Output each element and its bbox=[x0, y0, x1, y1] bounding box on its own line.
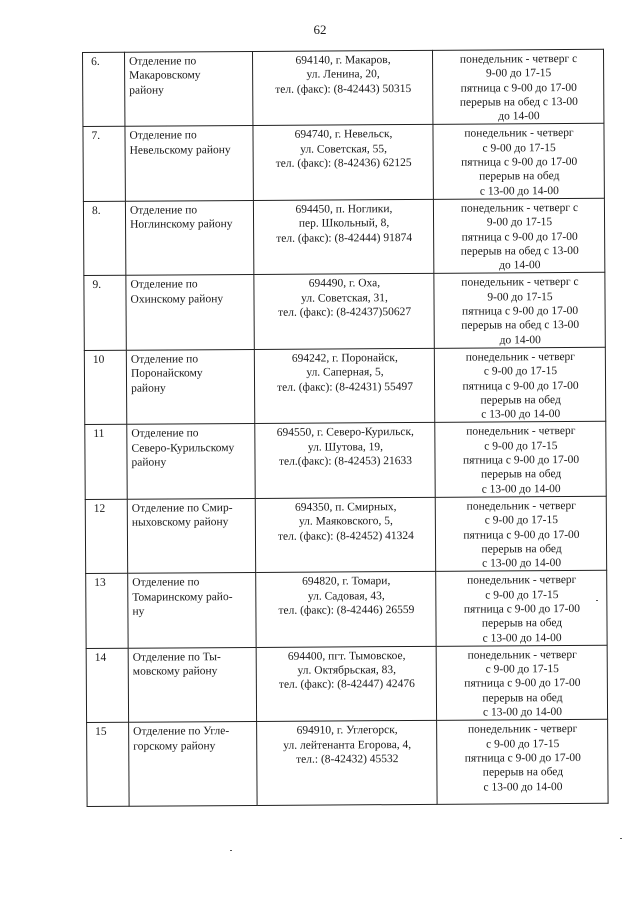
table-row bbox=[87, 720, 609, 807]
table-row bbox=[84, 347, 605, 425]
working-hours-line: с 13-00 до 14-00 bbox=[483, 706, 563, 719]
department-name-line: району bbox=[131, 382, 166, 395]
department-name-line: Томаринскому райо- bbox=[132, 590, 233, 604]
department-address-line: пер. Школьный, 8, bbox=[298, 217, 390, 230]
working-hours-line: понедельник - четверг bbox=[467, 648, 577, 662]
department-name-line: горскому району bbox=[133, 739, 216, 753]
row-number: 7. bbox=[83, 127, 125, 202]
department-address-line: тел.: (8-42432) 45532 bbox=[296, 753, 399, 766]
department-address-line: тел. (факс): (8-42437)50627 bbox=[278, 306, 412, 319]
department-name-line: району bbox=[131, 456, 167, 469]
working-hours bbox=[434, 347, 605, 423]
working-hours-line: с 9-00 до 17-15 bbox=[483, 365, 558, 378]
working-hours-line: с 9-00 до 17-15 bbox=[485, 663, 559, 676]
department-name-line: ну bbox=[132, 605, 145, 618]
working-hours-line: с 13-00 до 14-00 bbox=[479, 184, 559, 198]
department-address-line: ул. Советская, 31, bbox=[301, 291, 388, 305]
working-hours-line: понедельник - четверг bbox=[465, 350, 576, 364]
department-address-line: тел. (факс): (8-42446) 26559 bbox=[278, 603, 415, 617]
department-address-line: тел. (факс): (8-42452) 41324 bbox=[277, 529, 414, 543]
working-hours bbox=[436, 571, 607, 647]
working-hours-line: до 14-00 bbox=[498, 110, 540, 123]
department-address-line: ул. Советская, 55, bbox=[300, 142, 388, 156]
working-hours-line: с 13-00 до 14-00 bbox=[482, 631, 562, 645]
department-address-line: ул. лейтенанта Егорова, 4, bbox=[283, 738, 412, 752]
department-address bbox=[256, 646, 436, 722]
working-hours-line: перерыв на обед с 13-00 bbox=[460, 244, 579, 258]
table-row bbox=[83, 124, 604, 202]
table-row bbox=[86, 645, 607, 723]
department-name-line: Отделение по bbox=[129, 204, 198, 217]
working-hours-line: 9-00 до 17-15 bbox=[485, 67, 552, 80]
table-row bbox=[83, 198, 604, 276]
department-address-line: ул. Шутова, 19, bbox=[307, 440, 384, 454]
department-address bbox=[257, 721, 438, 806]
working-hours bbox=[432, 49, 603, 125]
department-name-line: Отделение по bbox=[130, 278, 198, 292]
working-hours-line: пятница с 9-00 до 17-00 bbox=[461, 156, 578, 169]
department-address-line: тел. (факс): (8-42443) 50315 bbox=[275, 82, 412, 96]
department-name bbox=[129, 722, 258, 807]
row-number: 10 bbox=[84, 350, 126, 425]
working-hours-line: перерыв на обед bbox=[481, 617, 563, 630]
department-address-line: 694140, г. Макаров, bbox=[295, 54, 391, 67]
department-name bbox=[125, 126, 253, 201]
department-address-line: тел. (факс): (8-42431) 55497 bbox=[277, 380, 414, 394]
row-number: 11 bbox=[85, 425, 127, 500]
working-hours-line: с 9-00 до 17-15 bbox=[486, 737, 560, 751]
row-number: 6. bbox=[83, 52, 125, 127]
working-hours bbox=[433, 198, 604, 274]
working-hours-line: пятница с 9-00 до 17-00 bbox=[464, 751, 581, 765]
department-address bbox=[255, 423, 435, 499]
department-address bbox=[254, 348, 434, 424]
working-hours-line: пятница с 9-00 до 17-00 bbox=[463, 528, 580, 542]
department-name-line: Отделение по Смир- bbox=[131, 501, 233, 515]
working-hours-line: понедельник - четверг с bbox=[459, 52, 578, 66]
working-hours-line: с 9-00 до 17-15 bbox=[484, 439, 558, 453]
working-hours bbox=[433, 124, 604, 200]
working-hours-line: с 9-00 до 17-15 bbox=[484, 514, 559, 527]
department-name-line: ныховскому району bbox=[131, 516, 229, 529]
working-hours-line: с 13-00 до 14-00 bbox=[481, 482, 561, 496]
department-address bbox=[253, 125, 433, 201]
department-address bbox=[253, 199, 433, 275]
working-hours bbox=[434, 273, 605, 349]
department-name-line: Невельскому району bbox=[129, 143, 231, 157]
working-hours-line: понедельник - четверг bbox=[467, 574, 577, 588]
working-hours-line: до 14-00 bbox=[499, 333, 541, 347]
working-hours-line: пятница с 9-00 до 17-00 bbox=[463, 602, 581, 616]
working-hours-line: 9-00 до 17-15 bbox=[486, 216, 553, 229]
department-address-line: тел. (факс): (8-42447) 42476 bbox=[278, 678, 415, 692]
department-address-line: 694820, г. Томари, bbox=[302, 575, 391, 589]
working-hours-line: понедельник - четверг с bbox=[460, 201, 579, 215]
department-address-line: 694550, г. Северо-Курильск, bbox=[276, 426, 414, 440]
department-name-line: Отделение по Угле- bbox=[133, 725, 230, 739]
department-name bbox=[127, 424, 255, 499]
working-hours-line: с 13-00 до 14-00 bbox=[483, 780, 563, 794]
department-address bbox=[256, 572, 436, 648]
working-hours bbox=[437, 720, 609, 805]
row-number: 12 bbox=[85, 499, 127, 574]
department-name-line: Макаровскому bbox=[129, 69, 201, 83]
department-address bbox=[252, 50, 432, 126]
row-number: 8. bbox=[83, 201, 125, 276]
department-address bbox=[254, 274, 434, 350]
working-hours-line: понедельник - четверг bbox=[467, 723, 578, 737]
department-name bbox=[126, 275, 254, 350]
working-hours-line: перерыв на обед bbox=[481, 542, 562, 556]
working-hours-line: перерыв на обед bbox=[479, 170, 560, 183]
working-hours-line: понедельник - четверг bbox=[466, 425, 576, 439]
working-hours bbox=[435, 422, 606, 498]
department-name-line: Отделение по bbox=[129, 129, 197, 143]
department-name-line: Отделение по bbox=[129, 55, 197, 68]
department-name-line: Отделение по bbox=[131, 427, 199, 441]
department-address-line: ул. Октябрьская, 83, bbox=[297, 664, 397, 677]
department-name bbox=[126, 349, 254, 424]
department-address-line: ул. Ленина, 20, bbox=[306, 68, 380, 81]
table-row bbox=[84, 273, 605, 351]
working-hours-line: перерыв на обед bbox=[480, 468, 562, 481]
working-hours-line: пятница с 9-00 до 17-00 bbox=[461, 230, 578, 244]
department-address-line: 694490, г. Оха, bbox=[308, 277, 381, 291]
scan-speck bbox=[620, 838, 622, 839]
working-hours-line: с 13-00 до 14-00 bbox=[482, 557, 562, 570]
department-name bbox=[128, 573, 256, 648]
working-hours-line: пятница с 9-00 до 17-00 bbox=[461, 305, 579, 318]
department-address-line: ул. Садовая, 43, bbox=[307, 589, 385, 603]
department-name-line: Поронайскому bbox=[130, 367, 203, 380]
department-address-line: 694242, г. Поронайск, bbox=[291, 352, 398, 365]
department-name-line: Отделение по Ты- bbox=[132, 651, 221, 664]
table-row bbox=[83, 49, 604, 127]
working-hours-line: 9-00 до 17-15 bbox=[487, 290, 553, 304]
row-number: 14 bbox=[86, 648, 128, 723]
department-name-line: Отделение по bbox=[130, 353, 199, 366]
department-name-line: Отделение по bbox=[132, 576, 200, 590]
department-name-line: Охинскому району bbox=[130, 292, 224, 306]
department-address-line: 694350, п. Смирных, bbox=[294, 500, 397, 514]
working-hours-line: понедельник - четверг с bbox=[461, 276, 579, 290]
department-address-line: 694400, пгт. Тымовское, bbox=[287, 649, 406, 663]
department-name-line: району bbox=[129, 84, 164, 97]
working-hours-line: пятница с 9-00 до 17-00 bbox=[462, 379, 579, 393]
working-hours-line: до 14-00 bbox=[499, 259, 541, 272]
table-body bbox=[83, 49, 609, 807]
working-hours-line: с 13-00 до 14-00 bbox=[481, 408, 561, 421]
page-number: 62 bbox=[313, 22, 327, 37]
department-name bbox=[127, 498, 255, 573]
table-row bbox=[86, 571, 607, 649]
working-hours-line: с 9-00 до 17-15 bbox=[485, 588, 559, 602]
working-hours-line: понедельник - четверг bbox=[464, 127, 574, 141]
department-address-line: ул. Саперная, 5, bbox=[306, 366, 384, 379]
working-hours-line: перерыв на обед с 13-00 bbox=[461, 319, 580, 333]
working-hours bbox=[435, 496, 606, 572]
scan-speck bbox=[596, 600, 598, 601]
working-hours-line: понедельник - четверг bbox=[466, 499, 576, 513]
working-hours bbox=[436, 645, 607, 721]
working-hours-line: пятница с 9-00 до 17-00 bbox=[464, 677, 581, 691]
row-number: 9. bbox=[84, 276, 126, 351]
working-hours-line: перерыв на обед bbox=[480, 393, 561, 407]
department-address-line: 694450, п. Ноглики, bbox=[295, 203, 393, 216]
scan-speck bbox=[230, 850, 232, 851]
department-address-line: 694740, г. Невельск, bbox=[294, 128, 393, 142]
table-row bbox=[85, 496, 606, 574]
departments-table bbox=[82, 49, 609, 808]
working-hours-line: с 9-00 до 17-15 bbox=[482, 141, 556, 155]
department-name-line: Ноглинскому району bbox=[130, 218, 233, 231]
department-address bbox=[255, 497, 435, 573]
department-address-line: тел.(факс): (8-42453) 21633 bbox=[278, 455, 413, 468]
department-address-line: тел. (факс): (8-42436) 62125 bbox=[275, 157, 412, 170]
working-hours-line: пятница с 9-00 до 17-00 bbox=[460, 81, 577, 95]
row-number: 15 bbox=[87, 723, 130, 807]
working-hours-line: пятница с 9-00 до 17-00 bbox=[462, 453, 580, 467]
department-address-line: тел. (факс): (8-42444) 91874 bbox=[276, 231, 413, 245]
department-address-line: 694910, г. Углегорск, bbox=[296, 724, 398, 738]
working-hours-line: перерыв на обед bbox=[482, 691, 563, 705]
department-name bbox=[128, 647, 256, 722]
department-name-line: Северо-Курильскому bbox=[131, 441, 235, 455]
row-number: 13 bbox=[86, 574, 128, 649]
table-row bbox=[85, 422, 606, 500]
department-name-line: мовскому району bbox=[132, 665, 218, 678]
working-hours-line: перерыв на обед bbox=[482, 766, 564, 779]
department-name bbox=[125, 51, 253, 126]
working-hours-line: перерыв на обед с 13-00 bbox=[459, 95, 578, 109]
department-address-line: ул. Маяковского, 5, bbox=[298, 515, 393, 528]
department-name bbox=[125, 200, 253, 275]
